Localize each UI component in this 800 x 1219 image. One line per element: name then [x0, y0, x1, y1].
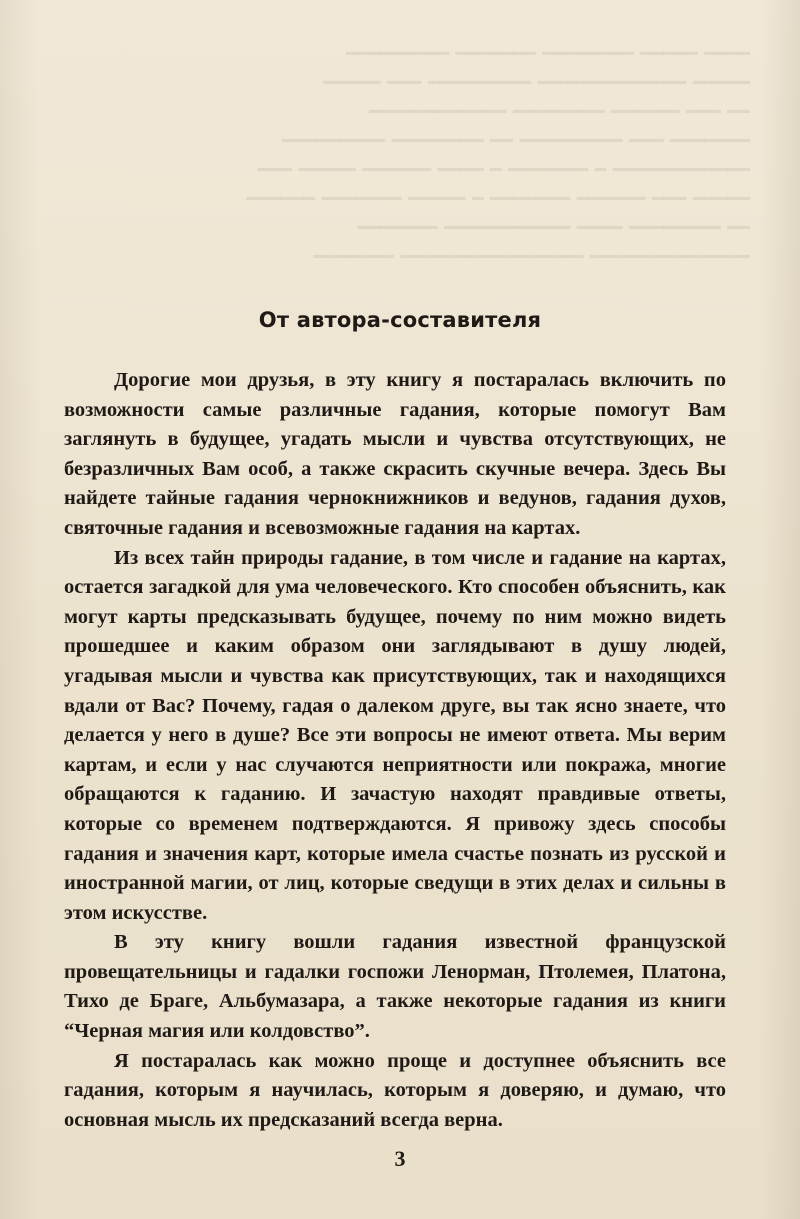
show-through-text: ━━━━ ━━━━━ ━━━━━━━━ ━━━━━━━ ━━━━━━━━━ ━━━━━ ━━━━━━━━━━━━━ ━━━━━━━━━ ━━━ ━━━━━ ━━ ━━━ ━━━━━━ ━━━━━━━━ ━━━━━━━━━━━━ ━━━━━━━ ━━━ ━━━━━━━━━ ━━ ━━━━━━━━ ━━━━━━━━━ ━━━━━━━━━━━━ ━ ━━━━━━━ ━ ━━━━ ━━━━━━ ━━━━━ ━━━ ━━━━━ ━━━ ━━━━━━ ━━━━━━━ ━ ━━━━━ ━━━━━━━ ━━━━━━ ━━ ━━━━━━━━ ━━━━ ━━━━━━━━━━━ ━━━━━━━ ━━━━━━━━━━━━━━ ━━━━━━━━━━━━━━━━ ━━━━━━━ — [246, 43, 750, 268]
body-text — [64, 366, 726, 1135]
paragraph: В эту книгу вошли гадания известной французской провещательницы и гадалки госпожи Ленорман, Птолемея, Платона, Тихо де Браге, Альбумазара, а также некоторые гадания из книги “Черная магия или колдовство”. — [64, 931, 726, 1043]
paragraph: Я постаралась как можно проще и доступнее объяснить все гадания, которым я научилась, которым я доверяю, и думаю, что основная мысль их предсказаний всегда верна. — [64, 1049, 726, 1131]
paragraph: Из всех тайн природы гадание, в том числе и гадание на картах, остается загадкой для ума человеческого. Кто способен объяснить, как могут карты предсказывать будущее, почему по ним можно видеть прошедшее и каким образом они заглядывают в душу людей, угадывая мысли и чувства как присутствующих, так и находящихся вдали от Вас? Почему, гадая о далеком друге, вы так ясно знаете, что делается у него в душе? Все эти вопросы не имеют ответа. Мы верим картам, и если у нас случаются неприятности или покража, многие обращаются к гаданию. И зачастую находят правдивые ответы, которые со временем подтверждаются. Я привожу здесь способы гадания и значения карт, которые имела счастье познать из русской и иностранной магии, от лиц, которые сведущи в этих делах и сильны в этом искусстве. — [64, 546, 726, 924]
paragraph: Дорогие мои друзья, в эту книгу я постаралась включить по возможности самые различные гадания, которые помогут Вам заглянуть в будущее, угадать мысли и чувства отсутствующих, не безразличных Вам особ, а также скрасить скучные вечера. Здесь Вы найдете тайные гадания чернокнижников и ведунов, гадания духов, святочные гадания и всевозможные гадания на картах. — [64, 369, 726, 539]
page-number: 3 — [394, 1146, 406, 1171]
chapter-title: От автора-составителя — [258, 308, 542, 332]
